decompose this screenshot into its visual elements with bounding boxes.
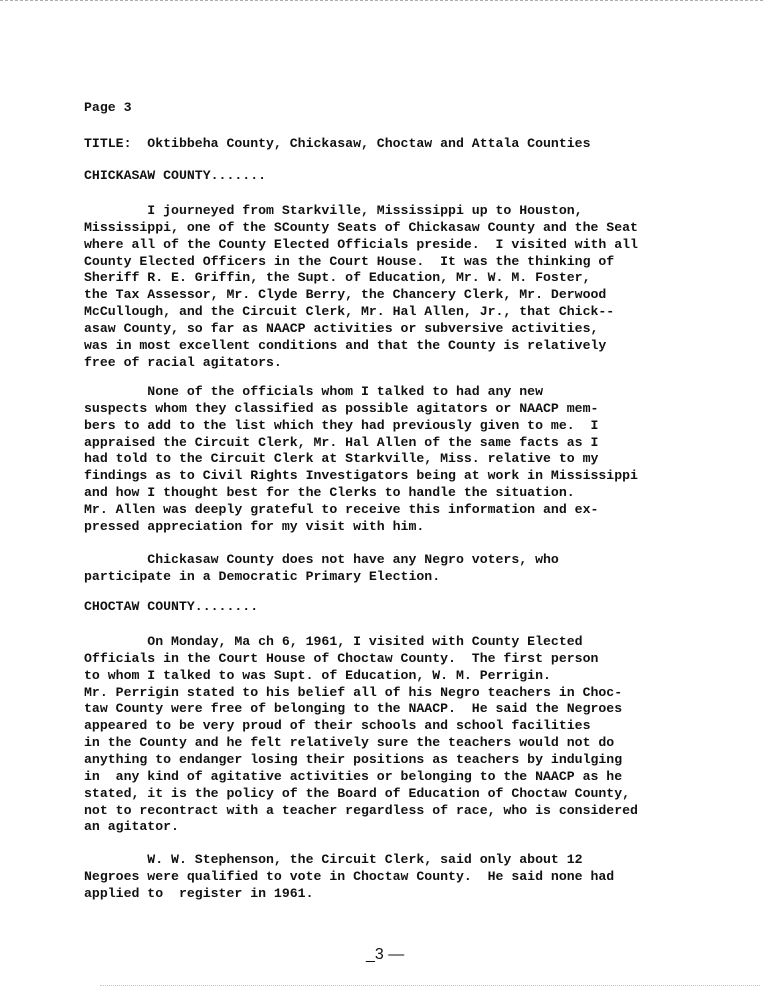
page-number: _3 —: [366, 946, 405, 963]
paragraph-line: Mr. Allen was deeply grateful to receive this information and ex-: [84, 501, 599, 517]
paragraph-line: in the County and he felt relatively sure the teachers would not do: [84, 735, 615, 751]
paragraph-line: I journeyed from Starkville, Mississippi up to Houston,: [84, 203, 583, 218]
paragraph-line: an agitator.: [84, 819, 179, 835]
paragraph-line: suspects whom they classified as possible agitators or NAACP mem-: [84, 400, 599, 416]
paragraph-line: where all of the County Elected Officials preside. I visited with all: [84, 236, 638, 252]
paragraph-line: had told to the Circuit Clerk at Starkville, Miss. relative to my: [84, 451, 599, 467]
paragraph-line: Sheriff R. E. Griffin, the Supt. of Education, Mr. W. M. Foster,: [84, 270, 591, 286]
scan-edge-bottom: [100, 985, 760, 988]
paragraph-line: pressed appreciation for my visit with him.: [84, 518, 425, 534]
paragraph-line: findings as to Civil Rights Investigators being at work in Mississippi: [84, 468, 638, 484]
paragraph-line: McCullough, and the Circuit Clerk, Mr. Hal Allen, Jr., that Chick--: [84, 304, 615, 320]
paragraph-line: to whom I talked to was Supt. of Education, W. M. Perrigin.: [84, 667, 551, 683]
paragraph-line: None of the officials whom I talked to had any new: [84, 384, 543, 399]
paragraph-line: stated, it is the policy of the Board of Education of Choctaw County,: [84, 785, 631, 801]
paragraph-line: appeared to be very proud of their schools and school facilities: [84, 718, 591, 734]
paragraph-line: not to recontract with a teacher regardless of race, who is considered: [84, 802, 638, 818]
paragraph-line: anything to endanger losing their positions as teachers by indulging: [84, 751, 623, 767]
paragraph-line: applied to register in 1961.: [84, 885, 314, 901]
document-title: TITLE: Oktibbeha County, Chickasaw, Choctaw and Attala Counties: [84, 136, 591, 151]
paragraph-line: County Elected Officers in the Court House. It was the thinking of: [84, 253, 615, 269]
section-heading-choctaw: CHOCTAW COUNTY........: [84, 599, 259, 614]
paragraph-line: On Monday, Ma ch 6, 1961, I visited with County Elected: [84, 634, 583, 649]
paragraph-line: Negroes were qualified to vote in Choctaw County. He said none had: [84, 868, 615, 884]
paragraph-line: Mr. Perrigin stated to his belief all of his Negro teachers in Choc-: [84, 684, 623, 700]
paragraph-line: Officials in the Court House of Choctaw County. The first person: [84, 650, 599, 666]
page-label: Page 3: [84, 100, 132, 115]
paragraph-line: asaw County, so far as NAACP activities or subversive activities,: [84, 320, 599, 336]
paragraph-line: and how I thought best for the Clerks to handle the situation.: [84, 485, 575, 501]
paragraph-line: taw County were free of belonging to the NAACP. He said the Negroes: [84, 701, 623, 717]
paragraph-line: W. W. Stephenson, the Circuit Clerk, said only about 12: [84, 852, 583, 867]
paragraph-line: Chickasaw County does not have any Negro voters, who: [84, 552, 559, 567]
paragraph-line: participate in a Democratic Primary Election.: [84, 568, 441, 584]
paragraph-line: the Tax Assessor, Mr. Clyde Berry, the Chancery Clerk, Mr. Derwood: [84, 287, 607, 303]
paragraph-line: appraised the Circuit Clerk, Mr. Hal Allen of the same facts as I: [84, 434, 599, 450]
paragraph-line: was in most excellent conditions and that the County is relatively: [84, 337, 607, 353]
paragraph-line: in any kind of agitative activities or belonging to the NAACP as he: [84, 768, 623, 784]
paragraph-line: free of racial agitators.: [84, 354, 282, 370]
paragraph-line: Mississippi, one of the SCounty Seats of Chickasaw County and the Seat: [84, 219, 638, 235]
scan-edge-top: [0, 0, 763, 5]
section-heading-chickasaw: CHICKASAW COUNTY.......: [84, 168, 267, 183]
paragraph-line: bers to add to the list which they had previously given to me. I: [84, 417, 599, 433]
